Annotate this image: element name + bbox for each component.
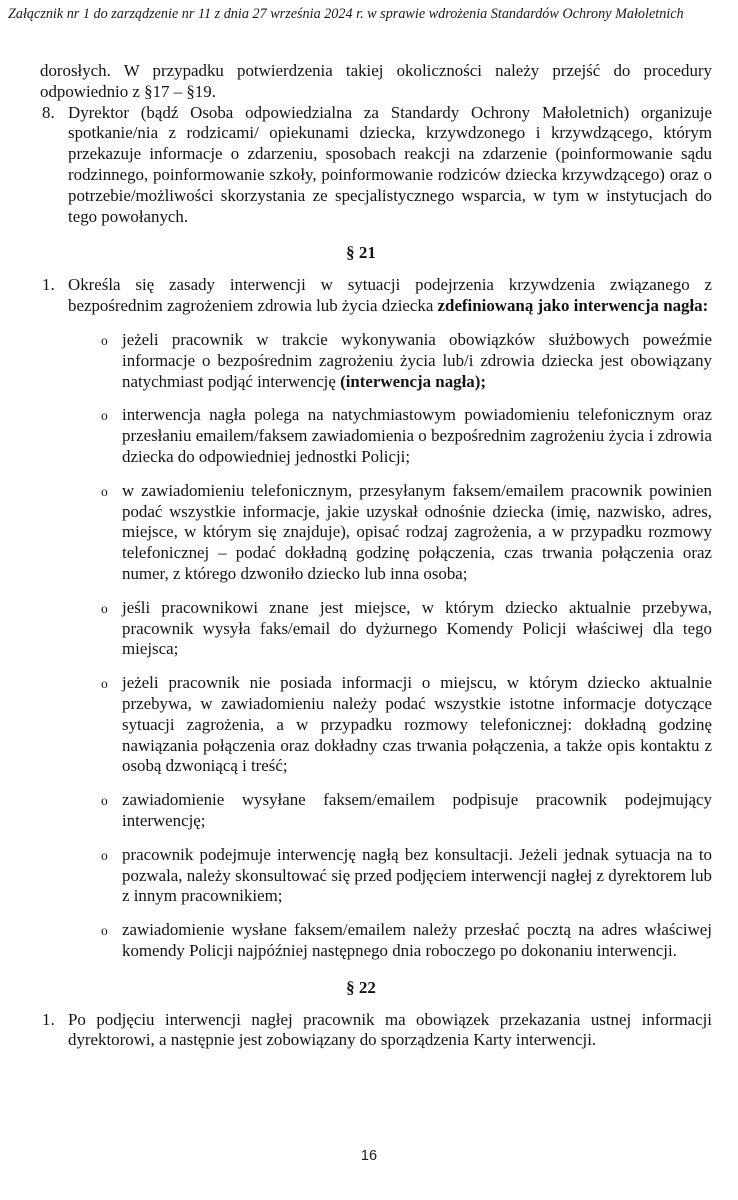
list-item (40, 481, 712, 585)
bullet-text-regular: w zawiadomieniu telefonicznym, przesyłanym faksem/emailem pracownik powinien podać wszystkie informacje, jakie uzyskał odnośnie dziecka (imię, nazwisko, adres, miejsce, w którym się znajduje), opisać rodzaj zagrożenia, a w przypadku rozmowy telefonicznej – podać dokładną godzinę połączenia, czas trwania połączenia oraz numer, z którego dzwoniło dziecko lub inna osoba; (122, 480, 712, 583)
bullet-text (122, 673, 712, 777)
section-21-heading: § 21 (346, 243, 376, 263)
bullet-text-regular: zawiadomienie wysłane faksem/emailem należy przesłać pocztą na adres właściwej komendy Policji najpóźniej następnego dnia roboczego po dokonaniu interwencji. (122, 920, 712, 960)
bullet-marker: o (101, 600, 108, 616)
bullet-text (122, 920, 712, 962)
section-22-heading: § 22 (346, 977, 376, 997)
item-text-regular: Określa się zasady interwencji w sytuacji podejrzenia krzywdzenia związanego z bezpośrednim zagrożeniem zdrowia lub życia dziecka (68, 275, 712, 316)
bullet-text-regular: jeżeli pracownik w trakcie wykonywania obowiązków służbowych poweźmie informacje o bezpośrednim zagrożeniu życia lub/i zdrowia dziecka jest obowiązany natychmiast podjąć interwencję (122, 329, 712, 391)
item-text: Po podjęciu interwencji nagłej pracownik ma obowiązek przekazania ustnej informacji dyrektorowi, a następnie jest zobowiązany do sporządzenia Karty interwencji. (68, 1009, 712, 1050)
continuation-paragraph: dorosłych. W przypadku potwierdzenia takiej okoliczności należy przejść do procedury odpowiednio z §17 – §19. (40, 61, 712, 101)
list-item (40, 790, 712, 832)
list-item (40, 598, 712, 660)
numbered-item-s22-1 (40, 1010, 712, 1052)
item-number: 8. (42, 102, 55, 122)
list-item (40, 845, 712, 907)
list-item (40, 405, 712, 467)
bullet-marker: o (101, 847, 108, 863)
bullet-text-regular: jeżeli pracownik nie posiada informacji o miejscu, w którym dziecko aktualnie przebywa, w zawiadomieniu należy podać wszystkie istotne informacje dotyczące sytuacji zagrożenia, a w przypadku rozmowy telefonicznej: dokładną godzinę nawiązania połączenia oraz dokładny czas trwania połączenia, a także opis kontaktu z osobą dzwoniącą i treść; (122, 673, 712, 776)
document-body (40, 61, 712, 1051)
bullet-text-regular: interwencja nagła polega na natychmiastowym powiadomieniu telefonicznym oraz przesłaniu emailem/faksem zawiadomienia o bezpośrednim zagrożeniu życia i zdrowia dziecka do odpowiedniej jednostki Policji; (122, 405, 712, 466)
bullet-text (122, 845, 712, 907)
item-text (68, 275, 712, 317)
bullet-marker: o (101, 676, 108, 692)
bullet-text (122, 330, 712, 392)
bullet-text (122, 481, 712, 585)
bullet-marker: o (101, 408, 108, 424)
numbered-item-8 (40, 103, 712, 228)
bullet-marker: o (101, 793, 108, 809)
list-item (40, 920, 712, 962)
page-number: 16 (360, 1148, 378, 1164)
item-number: 1. (42, 1009, 55, 1029)
bullet-marker: o (101, 923, 108, 939)
bullet-text-regular: zawiadomienie wysyłane faksem/emailem podpisuje pracownik podejmujący interwencję; (122, 790, 712, 830)
numbered-item-s21-1 (40, 275, 712, 317)
bullet-text-regular: jeśli pracownikowi znane jest miejsce, w którym dziecko aktualnie przebywa, pracownik wysyła faks/email do dyżurnego Komendy Policji właściwej dla tego miejsca; (122, 597, 712, 659)
list-item (40, 330, 712, 392)
bullet-text (122, 598, 712, 660)
list-item (40, 673, 712, 777)
item-number: 1. (42, 275, 55, 295)
bullet-list (40, 330, 712, 962)
bullet-text (122, 790, 712, 832)
document-header-note: Załącznik nr 1 do zarządzenie nr 11 z dnia 27 września 2024 r. w sprawie wdrożenia Standardów Ochrony Małoletnich (8, 6, 684, 22)
bullet-marker: o (101, 483, 108, 499)
item-text: Dyrektor (bądź Osoba odpowiedzialna za Standardy Ochrony Małoletnich) organizuje spotkanie/nia z rodzicami/ opiekunami dziecka, krzywdzonego i krzywdzącego, którym przekazuje informacje o zdarzeniu, sposobach reakcji na zdarzenie (poinformowanie sądu rodzinnego, poinformowanie szkoły, poinformowanie rodziców dziecka krzywdzącego) oraz o potrzebie/możliwości skorzystania ze specjalistycznego wsparcia, w tym w instytucjach do tego powołanych. (68, 102, 712, 226)
item-text-bold: zdefiniowaną jako interwencja nagła: (437, 296, 709, 316)
bullet-text (122, 405, 712, 467)
bullet-marker: o (101, 332, 108, 348)
bullet-text-regular: pracownik podejmuje interwencję nagłą bez konsultacji. Jeżeli jednak sytuacja na to pozwala, należy skonsultować się przed podjęciem interwencji nagłej z dyrektorem lub z innym pracownikiem; (122, 844, 712, 906)
bullet-text-bold: (interwencja nagła); (340, 371, 486, 391)
